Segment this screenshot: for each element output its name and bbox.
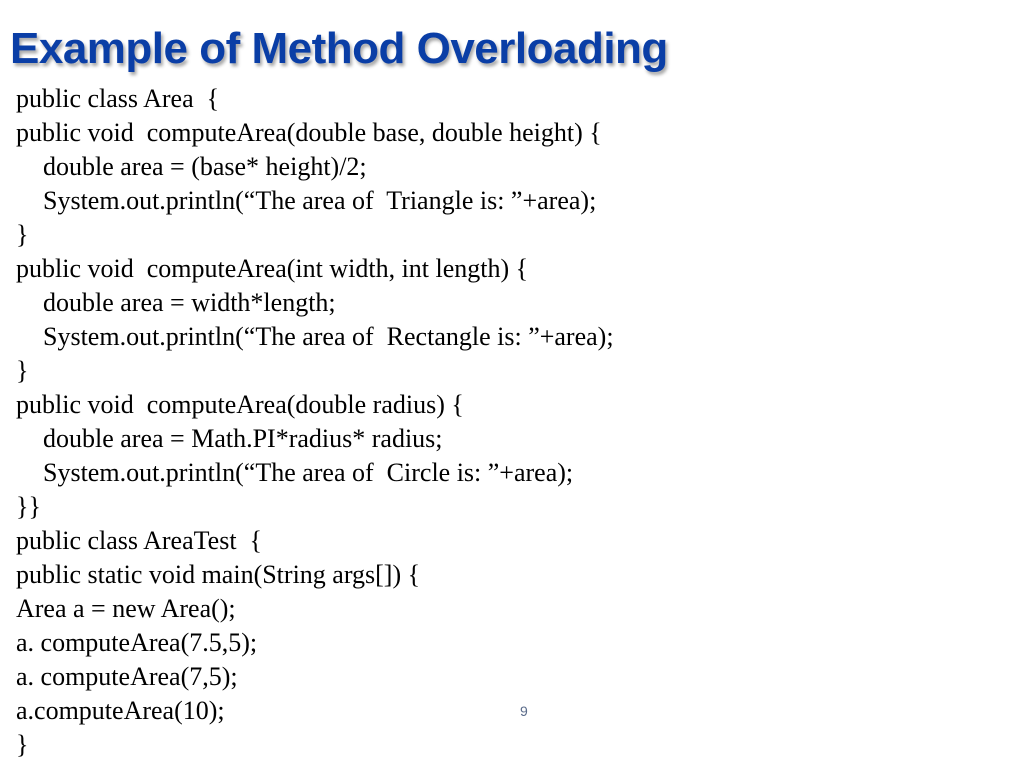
code-line: public static void main(String args[]) { — [16, 560, 421, 589]
code-line: } — [16, 220, 29, 249]
code-line: public void computeArea(double base, double height) { — [16, 118, 602, 147]
code-line: System.out.println(“The area of Triangle is: ”+area); — [43, 186, 597, 215]
page-number: 9 — [520, 703, 528, 719]
code-line: double area = Math.PI*radius* radius; — [43, 424, 443, 453]
code-line: public class Area { — [16, 84, 220, 113]
code-line: System.out.println(“The area of Rectangle is: ”+area); — [43, 322, 614, 351]
code-line: a. computeArea(7,5); — [16, 662, 238, 691]
code-line: }} — [16, 492, 41, 521]
slide-title: Example of Method Overloading — [10, 24, 668, 73]
code-line: Area a = new Area(); — [16, 594, 236, 623]
code-line: } — [16, 730, 29, 759]
code-line: public void computeArea(int width, int length) { — [16, 254, 529, 283]
code-line: double area = (base* height)/2; — [43, 152, 367, 181]
code-listing — [16, 82, 614, 762]
code-line: a. computeArea(7.5,5); — [16, 628, 258, 657]
code-line: public void computeArea(double radius) { — [16, 390, 464, 419]
code-line: a.computeArea(10); — [16, 696, 225, 725]
code-line: System.out.println(“The area of Circle is: ”+area); — [43, 458, 574, 487]
code-line: public class AreaTest { — [16, 526, 263, 555]
code-line: } — [16, 356, 29, 385]
code-line: double area = width*length; — [43, 288, 336, 317]
